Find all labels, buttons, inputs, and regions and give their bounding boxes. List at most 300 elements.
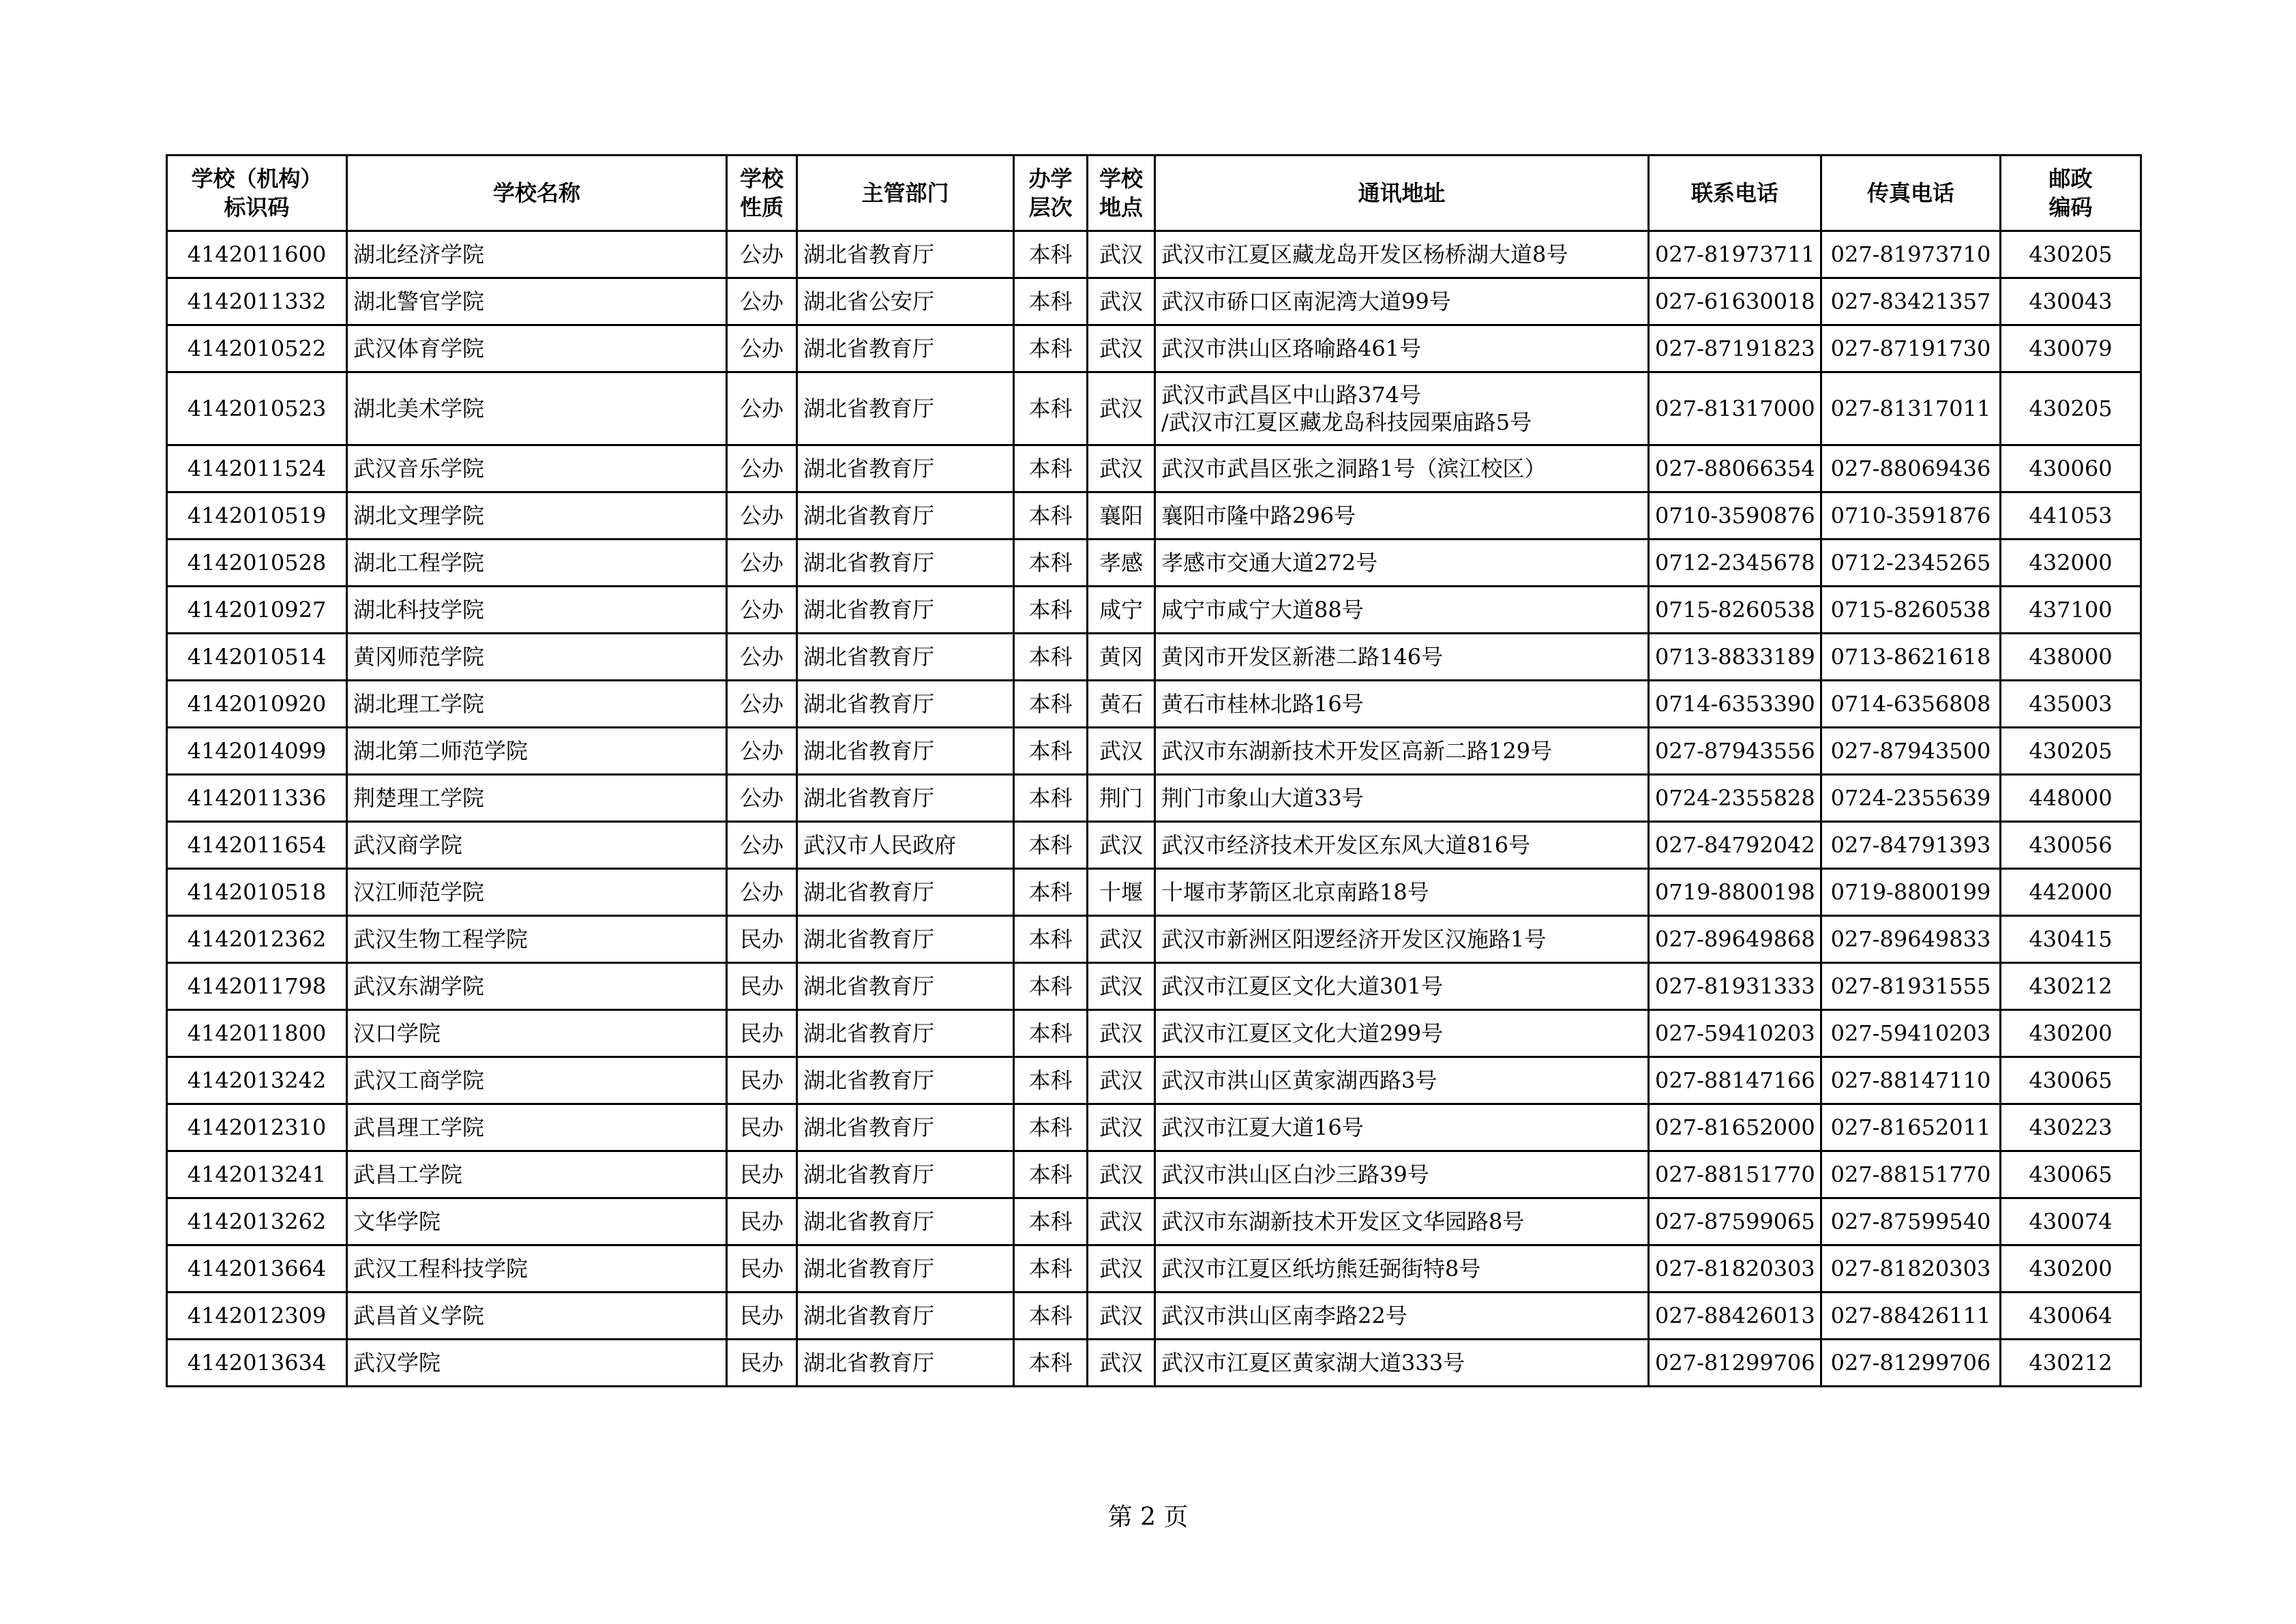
cell-school-type: 公办	[727, 445, 797, 492]
cell-fax: 027-81820303	[1821, 1245, 2001, 1293]
header-loc-line2: 地点	[1099, 194, 1143, 220]
cell-tel: 0719-8800198	[1649, 869, 1821, 916]
cell-tel: 027-61630018	[1649, 278, 1821, 325]
cell-school-name: 武昌理工学院	[347, 1104, 727, 1151]
cell-department: 湖北省教育厅	[797, 445, 1014, 492]
cell-tel: 027-87599065	[1649, 1198, 1821, 1245]
cell-zip: 430205	[2001, 231, 2141, 278]
cell-location: 武汉	[1088, 1293, 1155, 1340]
cell-code: 4142013664	[167, 1245, 347, 1293]
cell-address	[1155, 822, 1649, 869]
cell-tel: 027-81299706	[1649, 1340, 1821, 1387]
table-row	[167, 775, 2141, 822]
cell-address	[1155, 1198, 1649, 1245]
table-header	[167, 156, 2141, 231]
address-line: 武汉市新洲区阳逻经济开发区汉施路1号	[1161, 926, 1547, 952]
header-level	[1014, 156, 1088, 231]
address-line: 黄冈市开发区新港二路146号	[1161, 644, 1444, 670]
cell-location: 武汉	[1088, 372, 1155, 445]
cell-address	[1155, 587, 1649, 634]
table-row	[167, 231, 2141, 278]
cell-department: 湖北省教育厅	[797, 634, 1014, 681]
cell-school-name: 文华学院	[347, 1198, 727, 1245]
cell-zip: 430205	[2001, 728, 2141, 775]
cell-zip: 430079	[2001, 325, 2141, 372]
cell-zip: 437100	[2001, 587, 2141, 634]
cell-address	[1155, 231, 1649, 278]
cell-school-type: 民办	[727, 1151, 797, 1198]
cell-address	[1155, 869, 1649, 916]
cell-address	[1155, 634, 1649, 681]
address-line: 武汉市江夏区黄家湖大道333号	[1161, 1350, 1465, 1376]
table-row	[167, 963, 2141, 1010]
cell-tel: 027-88151770	[1649, 1151, 1821, 1198]
cell-school-name: 湖北科技学院	[347, 587, 727, 634]
cell-department: 湖北省教育厅	[797, 1010, 1014, 1057]
cell-school-name: 湖北工程学院	[347, 540, 727, 587]
header-fax: 传真电话	[1821, 156, 2001, 231]
cell-tel: 0714-6353390	[1649, 681, 1821, 728]
cell-department: 湖北省教育厅	[797, 869, 1014, 916]
cell-address	[1155, 1340, 1649, 1387]
cell-location: 武汉	[1088, 1198, 1155, 1245]
cell-school-type: 公办	[727, 492, 797, 540]
address-line: 黄石市桂林北路16号	[1161, 691, 1364, 717]
cell-school-type: 民办	[727, 916, 797, 963]
header-type	[727, 156, 797, 231]
cell-code: 4142010920	[167, 681, 347, 728]
cell-department: 湖北省教育厅	[797, 372, 1014, 445]
cell-tel: 027-87943556	[1649, 728, 1821, 775]
cell-zip: 430064	[2001, 1293, 2141, 1340]
cell-tel: 027-88426013	[1649, 1293, 1821, 1340]
address-line: 武汉市东湖新技术开发区文华园路8号	[1161, 1209, 1525, 1235]
cell-school-name: 汉江师范学院	[347, 869, 727, 916]
cell-level: 本科	[1014, 325, 1088, 372]
header-zip	[2001, 156, 2141, 231]
cell-address	[1155, 681, 1649, 728]
cell-code: 4142013262	[167, 1198, 347, 1245]
cell-location: 襄阳	[1088, 492, 1155, 540]
cell-zip: 430200	[2001, 1010, 2141, 1057]
cell-zip: 430205	[2001, 372, 2141, 445]
cell-location: 十堰	[1088, 869, 1155, 916]
cell-tel: 0712-2345678	[1649, 540, 1821, 587]
cell-fax: 027-81299706	[1821, 1340, 2001, 1387]
cell-tel: 0713-8833189	[1649, 634, 1821, 681]
cell-zip: 430065	[2001, 1057, 2141, 1104]
cell-tel: 027-81652000	[1649, 1104, 1821, 1151]
header-code-line1: 学校（机构）	[191, 166, 323, 192]
table-row	[167, 1151, 2141, 1198]
cell-zip: 448000	[2001, 775, 2141, 822]
header-zip-line2: 编码	[2048, 194, 2093, 220]
table-body	[167, 231, 2141, 1387]
cell-fax: 0724-2355639	[1821, 775, 2001, 822]
cell-zip: 432000	[2001, 540, 2141, 587]
cell-department: 湖北省教育厅	[797, 231, 1014, 278]
cell-level: 本科	[1014, 231, 1088, 278]
cell-school-name: 湖北警官学院	[347, 278, 727, 325]
address-line: 荆门市象山大道33号	[1161, 785, 1364, 811]
cell-school-type: 公办	[727, 822, 797, 869]
cell-address	[1155, 1151, 1649, 1198]
table-row	[167, 445, 2141, 492]
cell-location: 武汉	[1088, 1057, 1155, 1104]
cell-level: 本科	[1014, 445, 1088, 492]
cell-zip: 430043	[2001, 278, 2141, 325]
cell-fax: 027-88147110	[1821, 1057, 2001, 1104]
cell-level: 本科	[1014, 1010, 1088, 1057]
cell-address	[1155, 445, 1649, 492]
cell-address	[1155, 1245, 1649, 1293]
cell-level: 本科	[1014, 963, 1088, 1010]
cell-fax: 0713-8621618	[1821, 634, 2001, 681]
header-level-line1: 办学	[1028, 166, 1073, 192]
cell-fax: 0715-8260538	[1821, 587, 2001, 634]
address-line: 武汉市武昌区张之洞路1号（滨江校区）	[1161, 456, 1547, 482]
table-row	[167, 372, 2141, 445]
cell-zip: 430223	[2001, 1104, 2141, 1151]
cell-tel: 027-81973711	[1649, 231, 1821, 278]
cell-level: 本科	[1014, 775, 1088, 822]
cell-location: 黄石	[1088, 681, 1155, 728]
cell-school-name: 武汉音乐学院	[347, 445, 727, 492]
school-table	[166, 154, 2142, 1387]
table-row	[167, 1340, 2141, 1387]
cell-code: 4142011654	[167, 822, 347, 869]
cell-level: 本科	[1014, 587, 1088, 634]
cell-fax: 027-81317011	[1821, 372, 2001, 445]
cell-fax: 027-88069436	[1821, 445, 2001, 492]
cell-school-name: 湖北理工学院	[347, 681, 727, 728]
cell-fax: 027-84791393	[1821, 822, 2001, 869]
cell-school-name: 湖北美术学院	[347, 372, 727, 445]
cell-school-type: 公办	[727, 278, 797, 325]
cell-address	[1155, 728, 1649, 775]
header-type-line2: 性质	[739, 194, 784, 220]
cell-school-name: 武昌工学院	[347, 1151, 727, 1198]
cell-code: 4142010522	[167, 325, 347, 372]
cell-school-name: 湖北文理学院	[347, 492, 727, 540]
cell-location: 咸宁	[1088, 587, 1155, 634]
cell-school-type: 公办	[727, 587, 797, 634]
address-line: 孝感市交通大道272号	[1161, 550, 1378, 576]
cell-school-name: 武汉生物工程学院	[347, 916, 727, 963]
cell-code: 4142011798	[167, 963, 347, 1010]
cell-school-type: 民办	[727, 1293, 797, 1340]
cell-address	[1155, 1010, 1649, 1057]
cell-school-type: 公办	[727, 681, 797, 728]
cell-code: 4142011800	[167, 1010, 347, 1057]
cell-school-name: 武昌首义学院	[347, 1293, 727, 1340]
table-row	[167, 1198, 2141, 1245]
cell-location: 武汉	[1088, 325, 1155, 372]
address-line: 武汉市洪山区珞喻路461号	[1161, 336, 1422, 361]
cell-code: 4142010528	[167, 540, 347, 587]
cell-address	[1155, 325, 1649, 372]
cell-fax: 0719-8800199	[1821, 869, 2001, 916]
cell-tel: 027-88147166	[1649, 1057, 1821, 1104]
cell-school-name: 荆楚理工学院	[347, 775, 727, 822]
header-code-line2: 标识码	[224, 194, 290, 220]
cell-fax: 027-87599540	[1821, 1198, 2001, 1245]
address-line: 十堰市茅箭区北京南路18号	[1161, 879, 1429, 905]
cell-tel: 027-87191823	[1649, 325, 1821, 372]
cell-department: 湖北省教育厅	[797, 1293, 1014, 1340]
cell-school-name: 黄冈师范学院	[347, 634, 727, 681]
table-row	[167, 728, 2141, 775]
cell-fax: 027-88426111	[1821, 1293, 2001, 1340]
table-row	[167, 822, 2141, 869]
cell-department: 武汉市人民政府	[797, 822, 1014, 869]
table-row	[167, 540, 2141, 587]
table-row	[167, 492, 2141, 540]
cell-school-type: 公办	[727, 540, 797, 587]
cell-location: 武汉	[1088, 963, 1155, 1010]
cell-address	[1155, 540, 1649, 587]
cell-level: 本科	[1014, 372, 1088, 445]
cell-location: 武汉	[1088, 728, 1155, 775]
address-line: 襄阳市隆中路296号	[1161, 503, 1356, 529]
cell-level: 本科	[1014, 278, 1088, 325]
cell-department: 湖北省教育厅	[797, 963, 1014, 1010]
cell-code: 4142012310	[167, 1104, 347, 1151]
cell-department: 湖北省教育厅	[797, 1198, 1014, 1245]
cell-level: 本科	[1014, 1057, 1088, 1104]
cell-department: 湖北省教育厅	[797, 1151, 1014, 1198]
cell-zip: 435003	[2001, 681, 2141, 728]
cell-address	[1155, 916, 1649, 963]
cell-fax: 027-59410203	[1821, 1010, 2001, 1057]
cell-location: 武汉	[1088, 231, 1155, 278]
cell-code: 4142011336	[167, 775, 347, 822]
cell-level: 本科	[1014, 728, 1088, 775]
header-level-line2: 层次	[1028, 194, 1073, 220]
address-line: 武汉市江夏区藏龙岛开发区杨桥湖大道8号	[1161, 241, 1568, 267]
cell-zip: 430415	[2001, 916, 2141, 963]
cell-school-name: 湖北经济学院	[347, 231, 727, 278]
cell-department: 湖北省教育厅	[797, 681, 1014, 728]
cell-fax: 027-83421357	[1821, 278, 2001, 325]
cell-school-type: 民办	[727, 963, 797, 1010]
cell-code: 4142011332	[167, 278, 347, 325]
cell-school-name: 武汉工程科技学院	[347, 1245, 727, 1293]
cell-school-type: 民办	[727, 1104, 797, 1151]
cell-fax: 027-87943500	[1821, 728, 2001, 775]
cell-tel: 027-81931333	[1649, 963, 1821, 1010]
table-row	[167, 278, 2141, 325]
cell-code: 4142010519	[167, 492, 347, 540]
cell-zip: 441053	[2001, 492, 2141, 540]
table-row	[167, 1245, 2141, 1293]
cell-location: 武汉	[1088, 1151, 1155, 1198]
cell-tel: 027-89649868	[1649, 916, 1821, 963]
header-loc-line1: 学校	[1099, 166, 1143, 192]
cell-level: 本科	[1014, 1245, 1088, 1293]
cell-level: 本科	[1014, 540, 1088, 587]
header-zip-line1: 邮政	[2048, 166, 2093, 192]
cell-code: 4142010523	[167, 372, 347, 445]
address-line: 武汉市江夏区纸坊熊廷弼街特8号	[1161, 1256, 1481, 1282]
cell-location: 武汉	[1088, 445, 1155, 492]
cell-department: 湖北省教育厅	[797, 775, 1014, 822]
cell-tel: 0724-2355828	[1649, 775, 1821, 822]
cell-location: 武汉	[1088, 278, 1155, 325]
address-line: 武汉市东湖新技术开发区高新二路129号	[1161, 738, 1553, 764]
header-name: 学校名称	[347, 156, 727, 231]
cell-fax: 027-81973710	[1821, 231, 2001, 278]
cell-zip: 430212	[2001, 963, 2141, 1010]
cell-school-type: 公办	[727, 231, 797, 278]
header-tel: 联系电话	[1649, 156, 1821, 231]
cell-fax: 027-81931555	[1821, 963, 2001, 1010]
cell-code: 4142014099	[167, 728, 347, 775]
cell-fax: 027-89649833	[1821, 916, 2001, 963]
cell-school-name: 武汉工商学院	[347, 1057, 727, 1104]
cell-tel: 027-84792042	[1649, 822, 1821, 869]
cell-code: 4142012362	[167, 916, 347, 963]
address-line: 武汉市经济技术开发区东风大道816号	[1161, 832, 1531, 858]
cell-level: 本科	[1014, 1198, 1088, 1245]
cell-fax: 027-88151770	[1821, 1151, 2001, 1198]
cell-location: 武汉	[1088, 916, 1155, 963]
cell-location: 荆门	[1088, 775, 1155, 822]
cell-code: 4142013634	[167, 1340, 347, 1387]
cell-zip: 430212	[2001, 1340, 2141, 1387]
cell-school-type: 民办	[727, 1198, 797, 1245]
cell-fax: 027-81652011	[1821, 1104, 2001, 1151]
cell-code: 4142013241	[167, 1151, 347, 1198]
cell-fax: 0712-2345265	[1821, 540, 2001, 587]
cell-school-type: 公办	[727, 869, 797, 916]
cell-tel: 0710-3590876	[1649, 492, 1821, 540]
address-line: 武汉市江夏区文化大道299号	[1161, 1020, 1444, 1046]
table-row	[167, 634, 2141, 681]
cell-department: 湖北省教育厅	[797, 492, 1014, 540]
cell-school-name: 武汉东湖学院	[347, 963, 727, 1010]
cell-location: 武汉	[1088, 822, 1155, 869]
cell-zip: 442000	[2001, 869, 2141, 916]
cell-zip: 430074	[2001, 1198, 2141, 1245]
table-row	[167, 869, 2141, 916]
cell-department: 湖北省教育厅	[797, 1340, 1014, 1387]
cell-department: 湖北省教育厅	[797, 728, 1014, 775]
cell-level: 本科	[1014, 1293, 1088, 1340]
cell-school-name: 汉口学院	[347, 1010, 727, 1057]
address-line: 武汉市洪山区黄家湖西路3号	[1161, 1067, 1437, 1093]
cell-location: 武汉	[1088, 1010, 1155, 1057]
table-row	[167, 1010, 2141, 1057]
cell-tel: 027-59410203	[1649, 1010, 1821, 1057]
page-number: 第 2 页	[1107, 1503, 1189, 1531]
cell-department: 湖北省教育厅	[797, 587, 1014, 634]
address-line: 咸宁市咸宁大道88号	[1161, 597, 1364, 623]
cell-level: 本科	[1014, 681, 1088, 728]
cell-address	[1155, 372, 1649, 445]
cell-school-type: 公办	[727, 775, 797, 822]
header-type-line1: 学校	[739, 166, 784, 192]
cell-location: 武汉	[1088, 1340, 1155, 1387]
cell-address	[1155, 963, 1649, 1010]
cell-school-type: 公办	[727, 325, 797, 372]
table-row	[167, 916, 2141, 963]
address-line: 武汉市洪山区南李路22号	[1161, 1303, 1407, 1329]
header-location	[1088, 156, 1155, 231]
cell-level: 本科	[1014, 822, 1088, 869]
cell-location: 武汉	[1088, 1245, 1155, 1293]
table-row	[167, 325, 2141, 372]
header-address: 通讯地址	[1155, 156, 1649, 231]
cell-zip: 430065	[2001, 1151, 2141, 1198]
address-line: 武汉市江夏区文化大道301号	[1161, 973, 1444, 999]
cell-school-name: 武汉商学院	[347, 822, 727, 869]
address-line: 武汉市硚口区南泥湾大道99号	[1161, 289, 1451, 314]
cell-tel: 027-88066354	[1649, 445, 1821, 492]
cell-location: 武汉	[1088, 1104, 1155, 1151]
cell-level: 本科	[1014, 869, 1088, 916]
address-line: 武汉市江夏大道16号	[1161, 1114, 1364, 1140]
cell-school-name: 武汉体育学院	[347, 325, 727, 372]
cell-school-name: 武汉学院	[347, 1340, 727, 1387]
cell-code: 4142013242	[167, 1057, 347, 1104]
cell-address	[1155, 278, 1649, 325]
cell-fax: 027-87191730	[1821, 325, 2001, 372]
cell-level: 本科	[1014, 1151, 1088, 1198]
table-row	[167, 681, 2141, 728]
cell-department: 湖北省教育厅	[797, 1104, 1014, 1151]
cell-code: 4142010518	[167, 869, 347, 916]
table-row	[167, 1104, 2141, 1151]
cell-tel: 0715-8260538	[1649, 587, 1821, 634]
cell-location: 黄冈	[1088, 634, 1155, 681]
cell-school-type: 民办	[727, 1245, 797, 1293]
address-line: /武汉市江夏区藏龙岛科技园栗庙路5号	[1161, 409, 1532, 435]
cell-tel: 027-81820303	[1649, 1245, 1821, 1293]
cell-school-type: 公办	[727, 634, 797, 681]
cell-address	[1155, 1057, 1649, 1104]
cell-department: 湖北省教育厅	[797, 325, 1014, 372]
cell-code: 4142011524	[167, 445, 347, 492]
cell-school-type: 公办	[727, 728, 797, 775]
cell-zip: 438000	[2001, 634, 2141, 681]
table-row	[167, 1293, 2141, 1340]
cell-tel: 027-81317000	[1649, 372, 1821, 445]
cell-address	[1155, 492, 1649, 540]
cell-zip: 430060	[2001, 445, 2141, 492]
cell-department: 湖北省公安厅	[797, 278, 1014, 325]
cell-department: 湖北省教育厅	[797, 916, 1014, 963]
cell-address	[1155, 775, 1649, 822]
cell-location: 孝感	[1088, 540, 1155, 587]
header-code	[167, 156, 347, 231]
cell-level: 本科	[1014, 916, 1088, 963]
cell-school-type: 民办	[727, 1010, 797, 1057]
cell-level: 本科	[1014, 1104, 1088, 1151]
cell-code: 4142011600	[167, 231, 347, 278]
cell-school-name: 湖北第二师范学院	[347, 728, 727, 775]
cell-level: 本科	[1014, 492, 1088, 540]
cell-school-type: 民办	[727, 1057, 797, 1104]
cell-department: 湖北省教育厅	[797, 1057, 1014, 1104]
cell-code: 4142010514	[167, 634, 347, 681]
cell-department: 湖北省教育厅	[797, 1245, 1014, 1293]
header-dept: 主管部门	[797, 156, 1014, 231]
cell-fax: 0710-3591876	[1821, 492, 2001, 540]
cell-address	[1155, 1104, 1649, 1151]
table-row	[167, 587, 2141, 634]
header-row	[167, 156, 2141, 231]
